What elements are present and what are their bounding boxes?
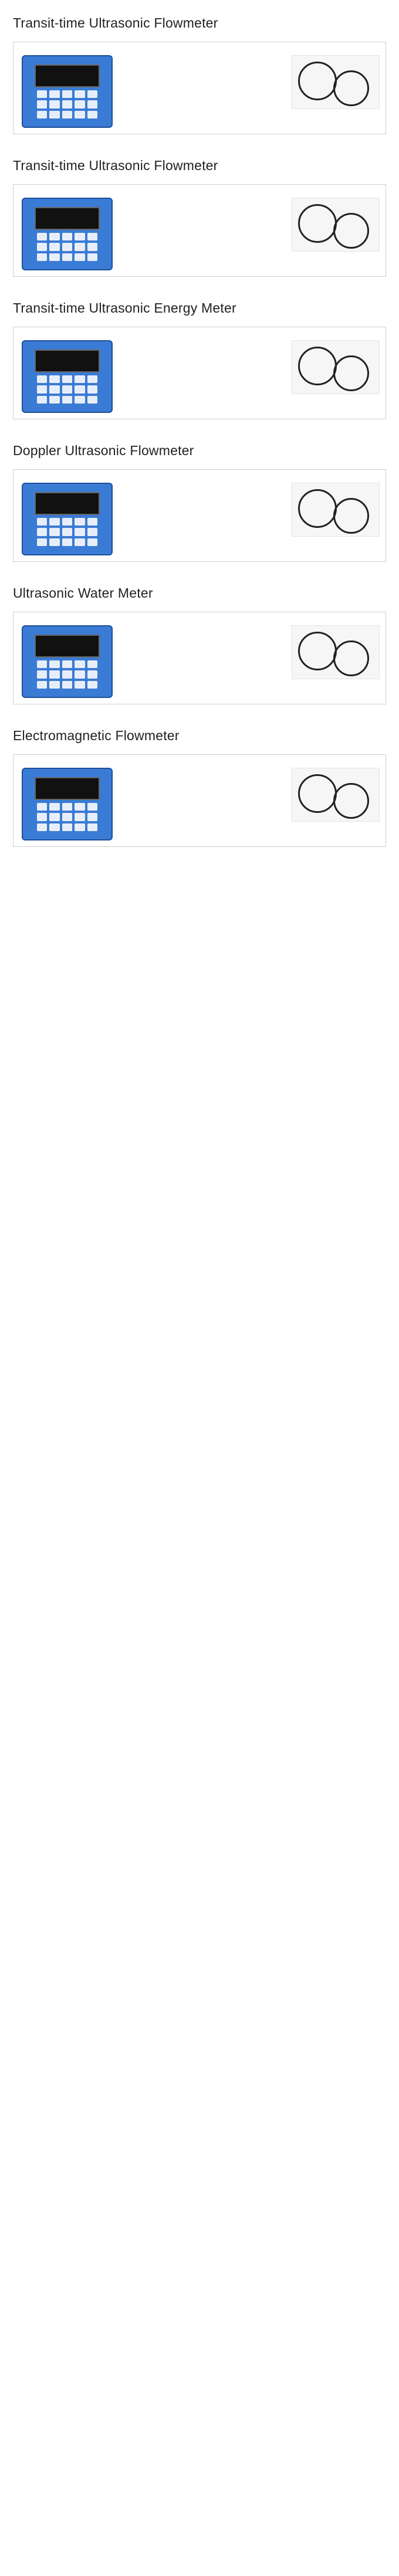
transducer-cable-icon <box>292 768 380 822</box>
spec-list <box>119 42 292 59</box>
transducer-cable-icon <box>292 625 380 679</box>
flowmeter-device-icon <box>22 198 113 270</box>
section-title: Electromagnetic Flowmeter <box>13 728 180 743</box>
section-title: Transit-time Ultrasonic Flowmeter <box>13 15 218 30</box>
accessories <box>292 340 380 398</box>
product-card <box>13 754 386 847</box>
product-card <box>13 184 386 277</box>
product-card <box>13 42 386 134</box>
section-title: Transit-time Ultrasonic Energy Meter <box>13 300 236 316</box>
section-title: Transit-time Ultrasonic Flowmeter <box>13 158 218 173</box>
product-card <box>13 327 386 419</box>
spec-list <box>119 470 292 486</box>
section-title: Ultrasonic Water Meter <box>13 585 153 601</box>
spec-list <box>119 185 292 201</box>
spec-list <box>119 327 292 344</box>
flowmeter-device-icon <box>22 483 113 555</box>
accessories <box>292 625 380 683</box>
product-card <box>13 469 386 562</box>
product-card <box>13 612 386 704</box>
flowmeter-device-icon <box>22 340 113 413</box>
spec-list <box>119 755 292 771</box>
transducer-cable-icon <box>292 340 380 394</box>
accessories <box>292 483 380 540</box>
section-title: Doppler Ultrasonic Flowmeter <box>13 443 194 458</box>
accessories <box>292 198 380 255</box>
flowmeter-device-icon <box>22 768 113 840</box>
spec-list <box>119 612 292 629</box>
flowmeter-device-icon <box>22 625 113 698</box>
transducer-cable-icon <box>292 55 380 109</box>
transducer-cable-icon <box>292 198 380 252</box>
product-catalog <box>0 0 399 847</box>
accessories <box>292 768 380 825</box>
transducer-cable-icon <box>292 483 380 537</box>
flowmeter-device-icon <box>22 55 113 128</box>
accessories <box>292 55 380 113</box>
